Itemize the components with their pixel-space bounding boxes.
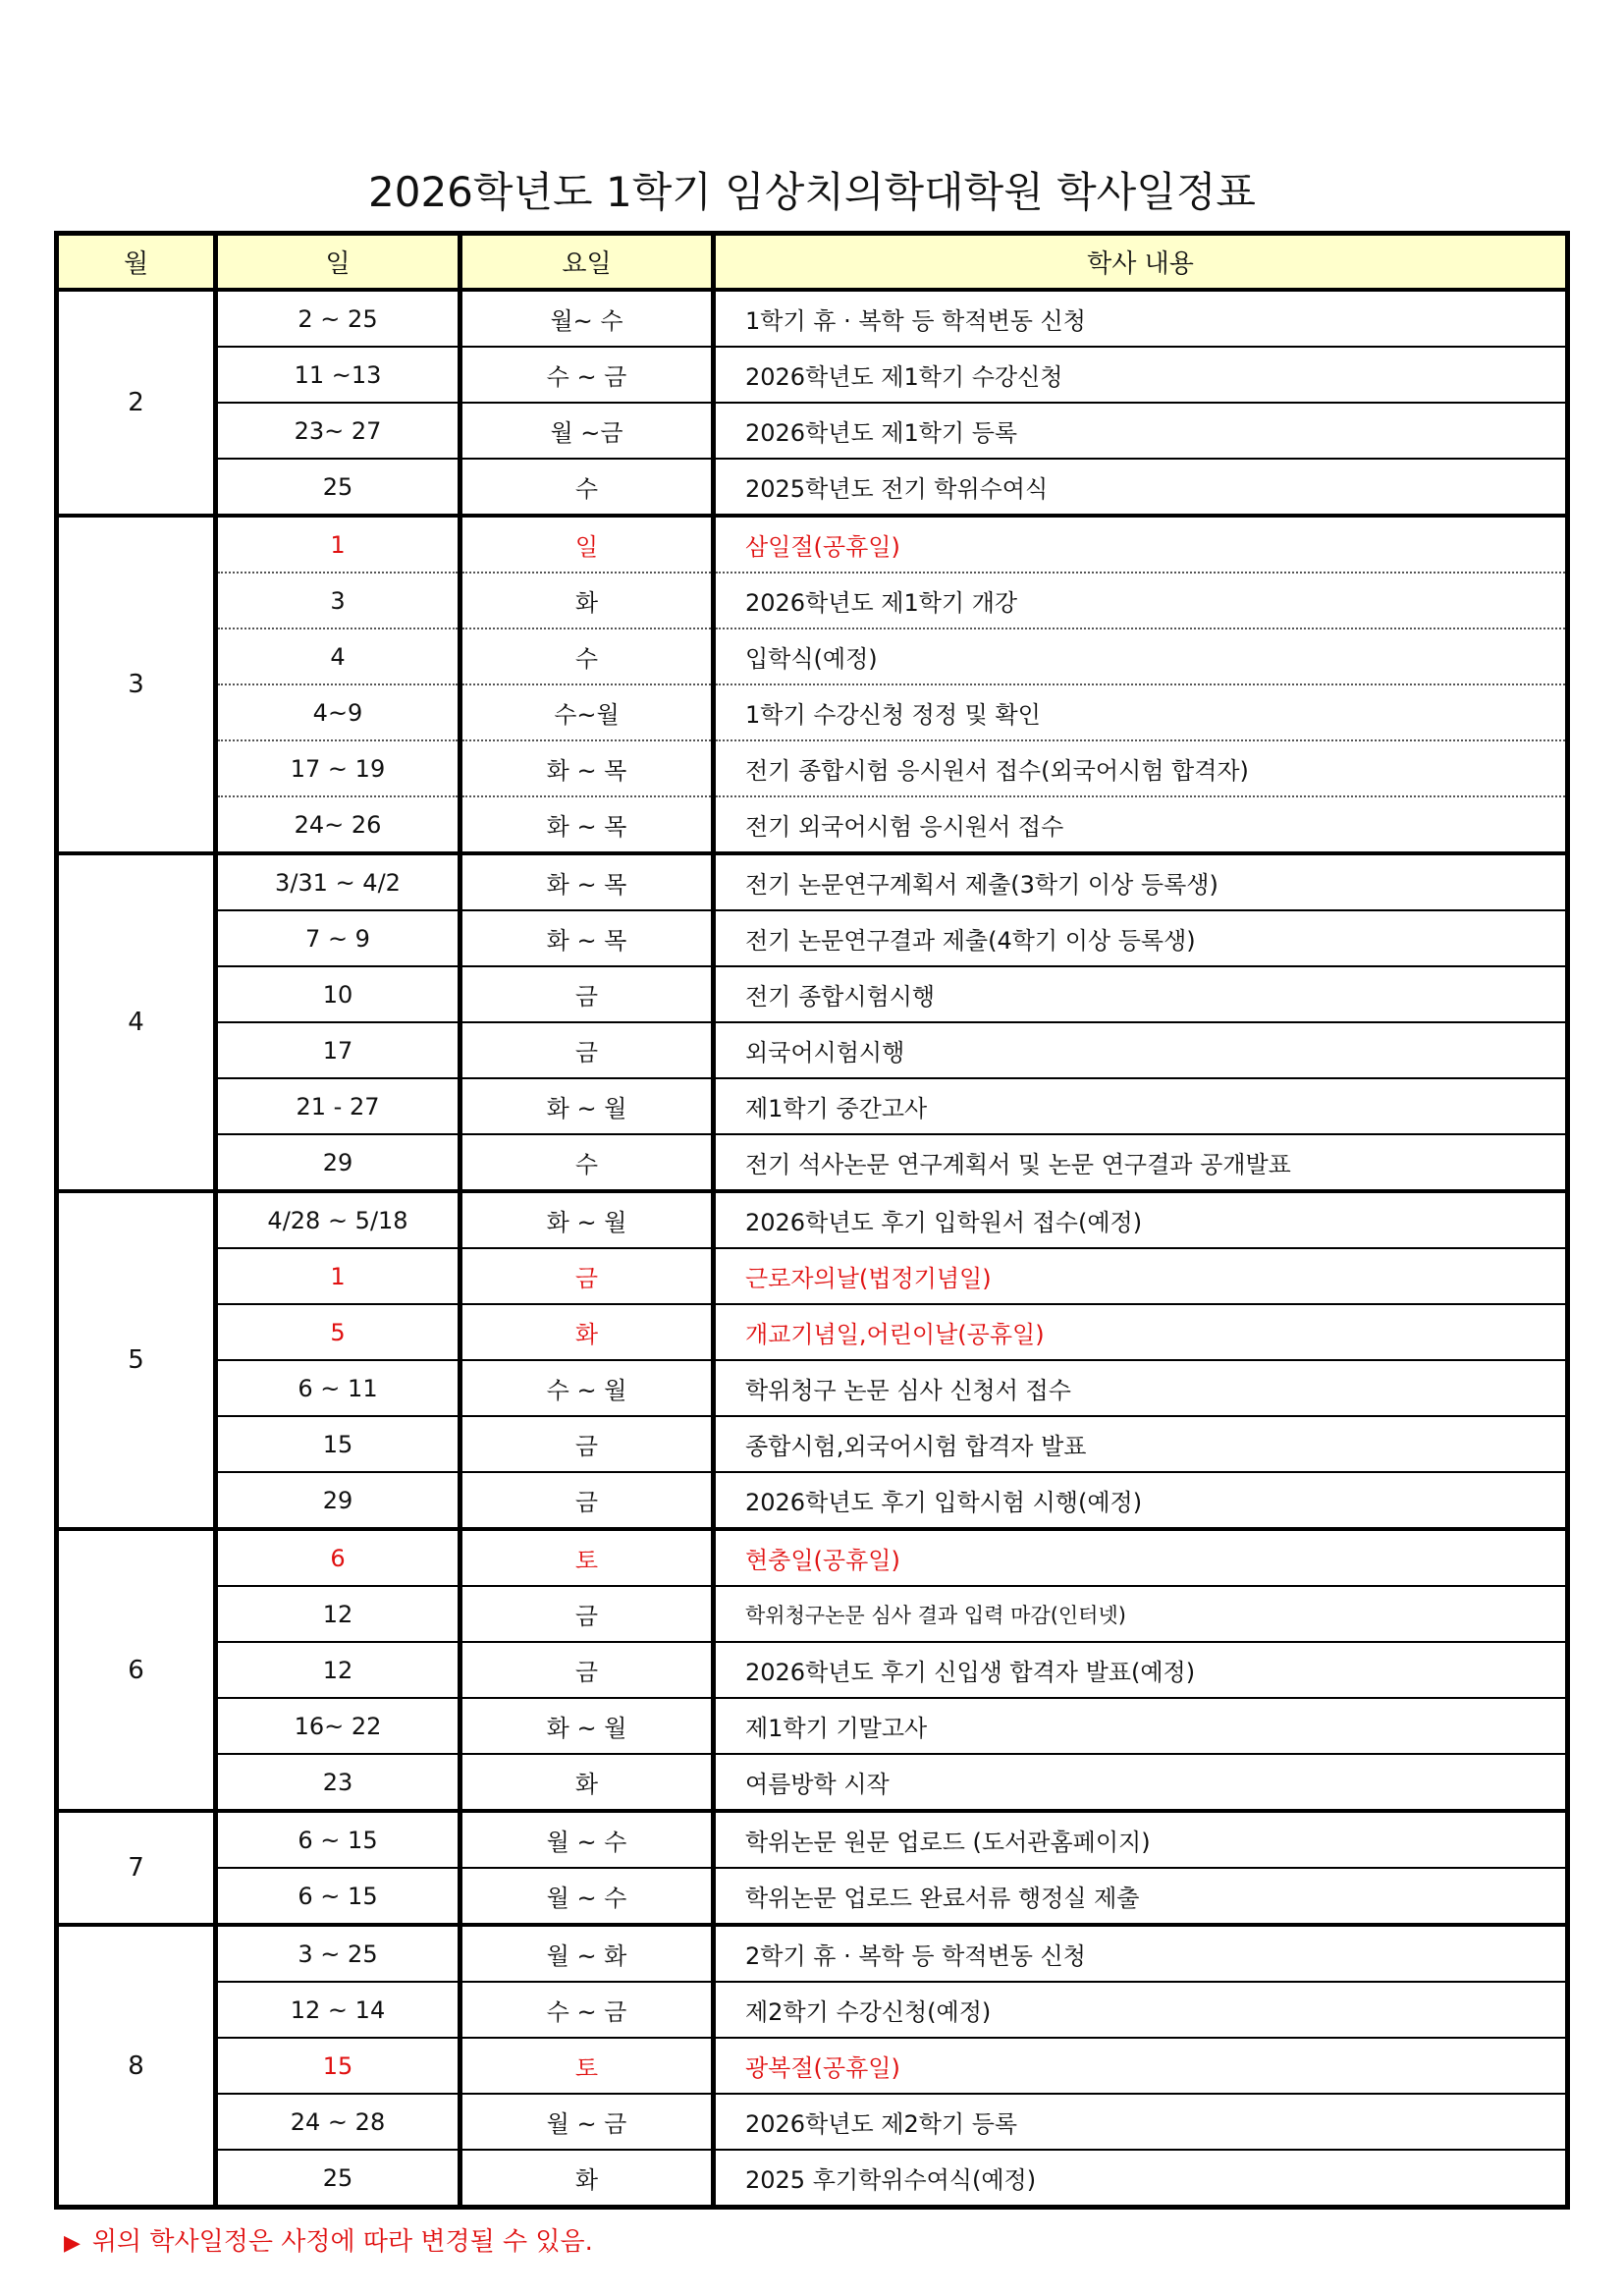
day-cell: 3 ~ 25 xyxy=(216,1925,460,1982)
content-cell: 개교기념일,어린이날(공휴일) xyxy=(714,1304,1568,1360)
month-cell: 3 xyxy=(57,516,216,853)
weekday-cell: 화 ~ 월 xyxy=(460,1698,714,1754)
content-cell: 1학기 수강신청 정정 및 확인 xyxy=(714,684,1568,740)
day-cell: 16~ 22 xyxy=(216,1698,460,1754)
content-cell: 학위청구 논문 심사 신청서 접수 xyxy=(714,1360,1568,1416)
content-cell: 삼일절(공휴일) xyxy=(714,516,1568,573)
schedule-row xyxy=(57,2038,1568,2094)
day-cell: 6 ~ 11 xyxy=(216,1360,460,1416)
day-cell: 25 xyxy=(216,2150,460,2208)
weekday-cell: 화 xyxy=(460,2150,714,2208)
day-cell: 2 ~ 25 xyxy=(216,290,460,347)
content-cell: 전기 종합시험시행 xyxy=(714,966,1568,1022)
month-cell: 4 xyxy=(57,853,216,1191)
day-cell: 7 ~ 9 xyxy=(216,910,460,966)
footnote-text: 위의 학사일정은 사정에 따라 변경될 수 있음. xyxy=(91,2227,593,2257)
day-cell: 6 xyxy=(216,1529,460,1586)
day-cell: 6 ~ 15 xyxy=(216,1868,460,1925)
month-cell: 6 xyxy=(57,1529,216,1811)
day-cell: 10 xyxy=(216,966,460,1022)
schedule-body xyxy=(57,290,1568,2208)
content-cell: 2025 후기학위수여식(예정) xyxy=(714,2150,1568,2208)
schedule-row xyxy=(57,459,1568,516)
day-cell: 12 xyxy=(216,1642,460,1698)
weekday-cell: 화 ~ 목 xyxy=(460,796,714,853)
weekday-cell: 화 ~ 목 xyxy=(460,910,714,966)
schedule-row xyxy=(57,1304,1568,1360)
weekday-cell: 금 xyxy=(460,1642,714,1698)
schedule-row xyxy=(57,1472,1568,1529)
content-cell: 2026학년도 후기 신입생 합격자 발표(예정) xyxy=(714,1642,1568,1698)
schedule-row xyxy=(57,2094,1568,2150)
content-cell: 현충일(공휴일) xyxy=(714,1529,1568,1586)
content-cell: 입학식(예정) xyxy=(714,629,1568,684)
weekday-cell: 수~월 xyxy=(460,684,714,740)
weekday-cell: 수 ~ 금 xyxy=(460,347,714,403)
schedule-row xyxy=(57,403,1568,459)
day-cell: 5 xyxy=(216,1304,460,1360)
schedule-row xyxy=(57,796,1568,853)
footnote xyxy=(64,2221,593,2258)
content-cell: 학위청구논문 심사 결과 입력 마감(인터넷) xyxy=(714,1586,1568,1642)
weekday-cell: 월 ~ 금 xyxy=(460,2094,714,2150)
weekday-cell: 금 xyxy=(460,1472,714,1529)
day-cell: 4 xyxy=(216,629,460,684)
weekday-cell: 금 xyxy=(460,1586,714,1642)
schedule-row xyxy=(57,910,1568,966)
day-cell: 25 xyxy=(216,459,460,516)
weekday-cell: 화 ~ 월 xyxy=(460,1078,714,1134)
header-weekday: 요일 xyxy=(460,234,714,291)
day-cell: 15 xyxy=(216,1416,460,1472)
schedule-row xyxy=(57,1698,1568,1754)
day-cell: 24 ~ 28 xyxy=(216,2094,460,2150)
weekday-cell: 수 ~ 금 xyxy=(460,1982,714,2038)
schedule-row xyxy=(57,1811,1568,1868)
day-cell: 17 xyxy=(216,1022,460,1078)
schedule-row xyxy=(57,1134,1568,1191)
content-cell: 제1학기 중간고사 xyxy=(714,1078,1568,1134)
day-cell: 1 xyxy=(216,516,460,573)
schedule-row xyxy=(57,290,1568,347)
content-cell: 2026학년도 후기 입학시험 시행(예정) xyxy=(714,1472,1568,1529)
weekday-cell: 금 xyxy=(460,1022,714,1078)
schedule-table xyxy=(54,231,1570,2210)
content-cell: 2026학년도 후기 입학원서 접수(예정) xyxy=(714,1191,1568,1248)
month-cell: 7 xyxy=(57,1811,216,1925)
weekday-cell: 화 ~ 목 xyxy=(460,853,714,910)
day-cell: 3/31 ~ 4/2 xyxy=(216,853,460,910)
schedule-row xyxy=(57,1360,1568,1416)
weekday-cell: 월 ~ 화 xyxy=(460,1925,714,1982)
schedule-row xyxy=(57,1248,1568,1304)
schedule-row xyxy=(57,1416,1568,1472)
weekday-cell: 일 xyxy=(460,516,714,573)
content-cell: 2026학년도 제2학기 등록 xyxy=(714,2094,1568,2150)
schedule-row xyxy=(57,629,1568,684)
schedule-row xyxy=(57,1925,1568,1982)
day-cell: 17 ~ 19 xyxy=(216,740,460,796)
schedule-row xyxy=(57,1529,1568,1586)
weekday-cell: 수 xyxy=(460,629,714,684)
header-month: 월 xyxy=(57,234,216,291)
month-cell: 8 xyxy=(57,1925,216,2208)
schedule-row xyxy=(57,1868,1568,1925)
schedule-row xyxy=(57,853,1568,910)
day-cell: 12 xyxy=(216,1586,460,1642)
schedule-row xyxy=(57,347,1568,403)
schedule-row xyxy=(57,966,1568,1022)
day-cell: 29 xyxy=(216,1134,460,1191)
header-day: 일 xyxy=(216,234,460,291)
day-cell: 29 xyxy=(216,1472,460,1529)
day-cell: 23 xyxy=(216,1754,460,1811)
content-cell: 여름방학 시작 xyxy=(714,1754,1568,1811)
weekday-cell: 화 ~ 월 xyxy=(460,1191,714,1248)
content-cell: 광복절(공휴일) xyxy=(714,2038,1568,2094)
day-cell: 11 ~13 xyxy=(216,347,460,403)
weekday-cell: 월~ 수 xyxy=(460,290,714,347)
schedule-row xyxy=(57,684,1568,740)
weekday-cell: 금 xyxy=(460,1416,714,1472)
content-cell: 2026학년도 제1학기 수강신청 xyxy=(714,347,1568,403)
day-cell: 3 xyxy=(216,573,460,629)
schedule-row xyxy=(57,1586,1568,1642)
weekday-cell: 화 xyxy=(460,1304,714,1360)
weekday-cell: 화 xyxy=(460,1754,714,1811)
schedule-row xyxy=(57,1191,1568,1248)
weekday-cell: 월 ~ 수 xyxy=(460,1868,714,1925)
schedule-row xyxy=(57,740,1568,796)
content-cell: 전기 종합시험 응시원서 접수(외국어시험 합격자) xyxy=(714,740,1568,796)
weekday-cell: 화 ~ 목 xyxy=(460,740,714,796)
content-cell: 종합시험,외국어시험 합격자 발표 xyxy=(714,1416,1568,1472)
weekday-cell: 수 ~ 월 xyxy=(460,1360,714,1416)
header-row xyxy=(57,234,1568,291)
content-cell: 근로자의날(법정기념일) xyxy=(714,1248,1568,1304)
month-cell: 2 xyxy=(57,290,216,516)
arrow-icon: ▶ xyxy=(64,2231,81,2256)
weekday-cell: 월 ~금 xyxy=(460,403,714,459)
day-cell: 4~9 xyxy=(216,684,460,740)
schedule-row xyxy=(57,1754,1568,1811)
weekday-cell: 토 xyxy=(460,1529,714,1586)
day-cell: 15 xyxy=(216,2038,460,2094)
content-cell: 1학기 휴 · 복학 등 학적변동 신청 xyxy=(714,290,1568,347)
weekday-cell: 화 xyxy=(460,573,714,629)
schedule-row xyxy=(57,1022,1568,1078)
content-cell: 전기 외국어시험 응시원서 접수 xyxy=(714,796,1568,853)
month-cell: 5 xyxy=(57,1191,216,1529)
content-cell: 외국어시험시행 xyxy=(714,1022,1568,1078)
page-title: 2026학년도 1학기 임상치의학대학원 학사일정표 xyxy=(368,168,1256,217)
schedule-row xyxy=(57,1642,1568,1698)
content-cell: 2026학년도 제1학기 개강 xyxy=(714,573,1568,629)
weekday-cell: 금 xyxy=(460,1248,714,1304)
content-cell: 전기 논문연구결과 제출(4학기 이상 등록생) xyxy=(714,910,1568,966)
content-cell: 전기 석사논문 연구계획서 및 논문 연구결과 공개발표 xyxy=(714,1134,1568,1191)
day-cell: 21 - 27 xyxy=(216,1078,460,1134)
content-cell: 2026학년도 제1학기 등록 xyxy=(714,403,1568,459)
content-cell: 2학기 휴 · 복학 등 학적변동 신청 xyxy=(714,1925,1568,1982)
schedule-row xyxy=(57,2150,1568,2208)
schedule-row xyxy=(57,1982,1568,2038)
day-cell: 6 ~ 15 xyxy=(216,1811,460,1868)
weekday-cell: 토 xyxy=(460,2038,714,2094)
schedule-row xyxy=(57,516,1568,573)
header-content: 학사 내용 xyxy=(714,234,1568,291)
content-cell: 학위논문 업로드 완료서류 행정실 제출 xyxy=(714,1868,1568,1925)
content-cell: 제2학기 수강신청(예정) xyxy=(714,1982,1568,2038)
content-cell: 학위논문 원문 업로드 (도서관홈페이지) xyxy=(714,1811,1568,1868)
content-cell: 2025학년도 전기 학위수여식 xyxy=(714,459,1568,516)
day-cell: 1 xyxy=(216,1248,460,1304)
content-cell: 전기 논문연구계획서 제출(3학기 이상 등록생) xyxy=(714,853,1568,910)
weekday-cell: 금 xyxy=(460,966,714,1022)
day-cell: 23~ 27 xyxy=(216,403,460,459)
weekday-cell: 수 xyxy=(460,1134,714,1191)
schedule-row xyxy=(57,1078,1568,1134)
weekday-cell: 월 ~ 수 xyxy=(460,1811,714,1868)
day-cell: 4/28 ~ 5/18 xyxy=(216,1191,460,1248)
content-cell: 제1학기 기말고사 xyxy=(714,1698,1568,1754)
day-cell: 24~ 26 xyxy=(216,796,460,853)
schedule-row xyxy=(57,573,1568,629)
weekday-cell: 수 xyxy=(460,459,714,516)
day-cell: 12 ~ 14 xyxy=(216,1982,460,2038)
